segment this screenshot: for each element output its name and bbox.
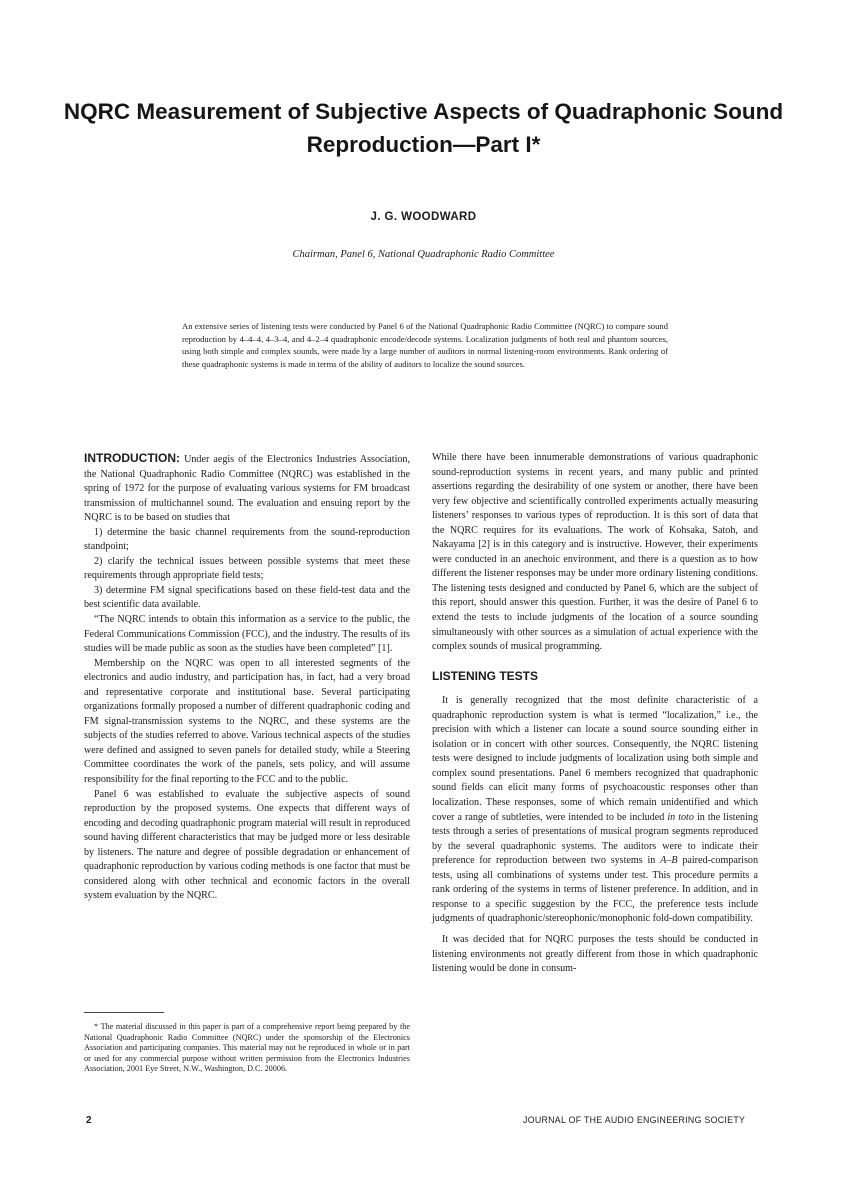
- abstract: An extensive series of listening tests were conducted by Panel 6 of the National Quadraphonic Radio Committee (NQRC) to compare sound reproduction by 4–4–4, 4–3–4, and 4–2–4 quadraphonic encode/decode systems. Localization judgments of both real and phantom sources, using both simple and complex sounds, were made by a large number of auditors in normal listening-room environments. Rank ordering of these quadraphonic systems is made in terms of the ability of auditors to localize the sound sources.: [182, 321, 668, 369]
- listening-tests-heading: LISTENING TESTS: [432, 668, 539, 683]
- requirement-item-3: 3) determine FM signal specifications based on these field-test data and the best scientific data available.: [84, 584, 410, 611]
- requirement-item-1: 1) determine the basic channel requirements from the sound-reproduction standpoint;: [84, 526, 410, 553]
- left-column: [84, 451, 410, 904]
- author-name: J. G. WOODWARD: [370, 211, 477, 223]
- right-column: [432, 451, 758, 977]
- intro-text: Under aegis of the Electronics Industries Association, the National Quadraphonic Radio Committee (NQRC) was established in the spring of 1972 for the purpose of evaluating various systems for FM broadcast transmission of multichannel sound. The evaluation and ensuing report by the NQRC is to be based on studies that: [84, 454, 410, 524]
- author-affiliation: Chairman, Panel 6, National Quadraphonic Radio Committee: [292, 249, 555, 260]
- membership-paragraph: Membership on the NQRC was open to all interested segments of the electronics and audio industry, and participation has, in fact, had a very broad and representative corporate and institutional base. Several participating organizations formally proposed a number of different quadraphonic coding and FM signal-transmission systems to the NQRC, and these systems are the subjects of the studies referred to above. Various technical aspects of the studies were defined and assigned to seven panels for detailed study, while a Steering Committee coordinates the work of the panels, sets policy, and will assume responsibility for the final reporting to the FCC and to the public.: [84, 657, 410, 786]
- intro-heading: INTRODUCTION:: [84, 451, 180, 465]
- footnote-divider: [84, 1012, 164, 1013]
- requirement-item-2: 2) clarify the technical issues between possible systems that meet these requirements through appropriate field tests;: [84, 555, 410, 582]
- listening-paragraph-1: It is generally recognized that the most definite characteristic of a quadraphonic reproduction system is what is termed “localization,” i.e., the precision with which a listener can locate a sound source sounding either in isolation or in concert with other sources. Consequently, the NQRC listening tests were designed to include judgments of localization using both simple and complex sound presentations. Panel 6 members recognized that quadraphonic sound fields can elicit many forms of psychoacoustic responses other than localization. These responses, some of which remain unidentified and which cover a range of subtleties, were intended to be included in toto in the listening tests through a series of presentations of musical program segments reproduced by the several quadraphonic systems. The auditors were to indicate their preference for reproduction between two systems in A–B paired-comparison tests, using all combinations of systems under test. This procedure permits a rank ordering of the systems in terms of listener preference. In addition, and in response to a specific suggestion by the FCC, the preference tests include judgments of quadraphonic/stereophonic/monophonic fold-down compatibility.: [432, 695, 759, 925]
- paper-title: NQRC Measurement of Subjective Aspects of Quadraphonic Sound Reproduction—Part I*: [63, 99, 784, 157]
- nqrc-quote: “The NQRC intends to obtain this information as a service to the public, the Federal Communications Commission (FCC), and the industry. The results of its studies will be made public as soon as the studies have been completed” [1].: [84, 614, 410, 655]
- intro-paragraph: [84, 451, 410, 526]
- listening-paragraph-2: It was decided that for NQRC purposes the tests should be conducted in listening environments not greatly different from those in which quadraphonic listening would be done in consum-: [432, 933, 758, 975]
- journal-name: JOURNAL OF THE AUDIO ENGINEERING SOCIETY: [523, 1115, 746, 1125]
- prior-work-paragraph: While there have been innumerable demonstrations of various quadraphonic sound-reproduction systems in recent years, and many public and printed assertions regarding the desirability of one system or another, there have been very few objective and scientifically controlled experiments actually measuring listeners’ responses to various types of reproduction. It is this sort of data that the NQRC requires for its evaluations. The work of Kohsaka, Satoh, and Nakayama [2] is in this category and is instructive. However, their experiments were conducted in an anechoic environment, and there is a question as to how different the listener responses may be under more ordinary listening conditions. The listening tests designed and conducted by Panel 6, which are the subject of this report, should answer this question. Further, it was the desire of Panel 6 to extend the tests to include judgments of the location of a source sounding simultaneously with other sources as a simulation of actual experience with the complex sounds of musical programming.: [432, 452, 758, 653]
- page-number: 2: [86, 1115, 92, 1126]
- footnote: * The material discussed in this paper is part of a comprehensive report being prepared by the National Quadraphonic Radio Committee (NQRC) under the sponsorship of the Electronics Association and participating companies. This material may not be reproduced in whole or in part or used for any commercial purpose without written permission from the Electronics Industries Association, 2001 Eye Street, N.W., Washington, D.C. 20006.: [84, 1022, 410, 1074]
- panel6-paragraph: Panel 6 was established to evaluate the subjective aspects of sound reproduction by the proposed systems. One expects that different ways of encoding and decoding quadraphonic program material will result in reproduced sound having different characteristics that may be judged more or less desirable by listeners. The nature and degree of possible degradation or enhancement of quadraphonic reproduction by various coding methods is one factor that must be considered along with other technical and economic factors in the overall system evaluation by the NQRC.: [84, 788, 410, 902]
